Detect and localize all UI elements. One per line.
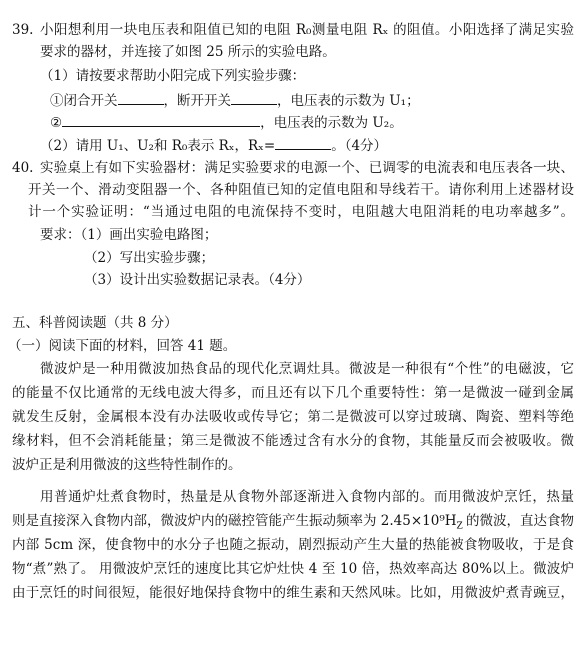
q40-line2: 开关一个、滑动变阻器一个、各种阻值已知的定值电阻和导线若干。请你利用上述器材设 (28, 182, 574, 198)
passage-p1-line1: 微波炉是一种用微波加热食品的现代化烹调灶具。微波是一种很有“个性”的电磁波，它 (40, 361, 574, 377)
passage-p2-line5: 由于烹饪的时间很短，能很好地保持食物中的维生素和天然风味。比如，用微波炉煮青豌豆， (12, 585, 574, 601)
section5-sub: （一）阅读下面的材料，回答 41 题。 (8, 338, 237, 354)
q39-sub1: （1）请按要求帮助小阳完成下列实验步骤： (40, 68, 306, 84)
sub2-text-b: 。（4分） (331, 138, 388, 154)
switch-blank-2[interactable] (231, 90, 277, 105)
q40-req1: 要求：（1）画出实验电路图； (40, 227, 218, 243)
q39-step2 (50, 112, 403, 133)
p2-line2-end: 的微波，直达食物 (466, 513, 574, 529)
frequency-unit-sub: Z (456, 521, 463, 532)
step2-blank[interactable] (62, 112, 260, 127)
q39-sub2 (40, 135, 387, 156)
passage-p2-line1: 用普通炉灶煮食物时，热量是从食物外部逐渐进入食物内部的。而用微波炉烹饪，热量 (40, 489, 574, 505)
q39-step1 (50, 90, 420, 111)
passage-p1-line5: 波炉正是利用微波的这些特性制作的。 (12, 457, 242, 473)
p2-line2-text: 则是直接深入食物内部，微波炉内的磁控管能产生振动频率为 2.45×10⁹H (12, 513, 457, 529)
q39-number: 39. (12, 22, 34, 38)
passage-p2-line3: 内部 5cm 深，使食物中的水分子也随之振动，剧烈振动产生大量的热能被食物吸收，于是食 (12, 537, 574, 553)
q40-req2: （2）写出实验步骤； (84, 250, 215, 266)
p2-line2-main (12, 511, 463, 537)
q40-req3: （3）设计出实验数据记录表。（4分） (84, 272, 311, 288)
q40-line3: 计一个实验证明：“当通过电阻的电流保持不变时，电阻越大电阻消耗的电功率越多”。 (28, 204, 574, 220)
q40-line1: 实验桌上有如下实验器材：满足实验要求的电源一个、已调零的电流表和电压表各一块、 (40, 160, 574, 176)
sub2-text-a: （2）请用 U₁、U₂和 R₀表示 Rₓ，Rₓ= (40, 138, 276, 154)
q40-number: 40. (12, 160, 34, 176)
passage-p1-line4: 缘材料，但不会消耗能量；第三是微波不能透过含有水分的食物，其能量反而会被吸收。微 (12, 433, 574, 449)
q39-line2: 要求的器材，并连接了如图 25 所示的实验电路。 (40, 44, 336, 60)
passage-p2-line2 (12, 511, 574, 537)
passage-p2-line4: 物“煮”熟了。 用微波炉烹饪的速度比其它炉灶快 4 至 10 倍，热效率高达 80%以上。微波炉 (12, 561, 574, 577)
switch-blank-1[interactable] (118, 90, 164, 105)
section5-title: 五、科普阅读题（共 8 分） (12, 315, 178, 331)
q39-line1: 小阳想利用一块电压表和阻值已知的电阻 R₀测量电阻 Rₓ 的阻值。小阳选择了满足实验 (40, 22, 574, 38)
step2-text-b: ，电压表的示数为 U₂。 (260, 115, 403, 131)
step1-text-c: ，电压表的示数为 U₁； (277, 93, 420, 109)
step1-text-a: ①闭合开关 (50, 93, 118, 109)
step1-text-b: ，断开开关 (163, 93, 231, 109)
passage-p1-line3: 就发生反射，金属根本没有办法吸收或传导它；第二是微波可以穿过玻璃、陶瓷、塑料等绝 (12, 409, 574, 425)
step2-text-a: ② (50, 115, 63, 131)
rx-formula-blank[interactable] (275, 135, 331, 150)
passage-p1-line2: 的能量不仅比通常的无线电波大得多，而且还有以下几个重要特性：第一是微波一碰到金属 (12, 385, 574, 401)
